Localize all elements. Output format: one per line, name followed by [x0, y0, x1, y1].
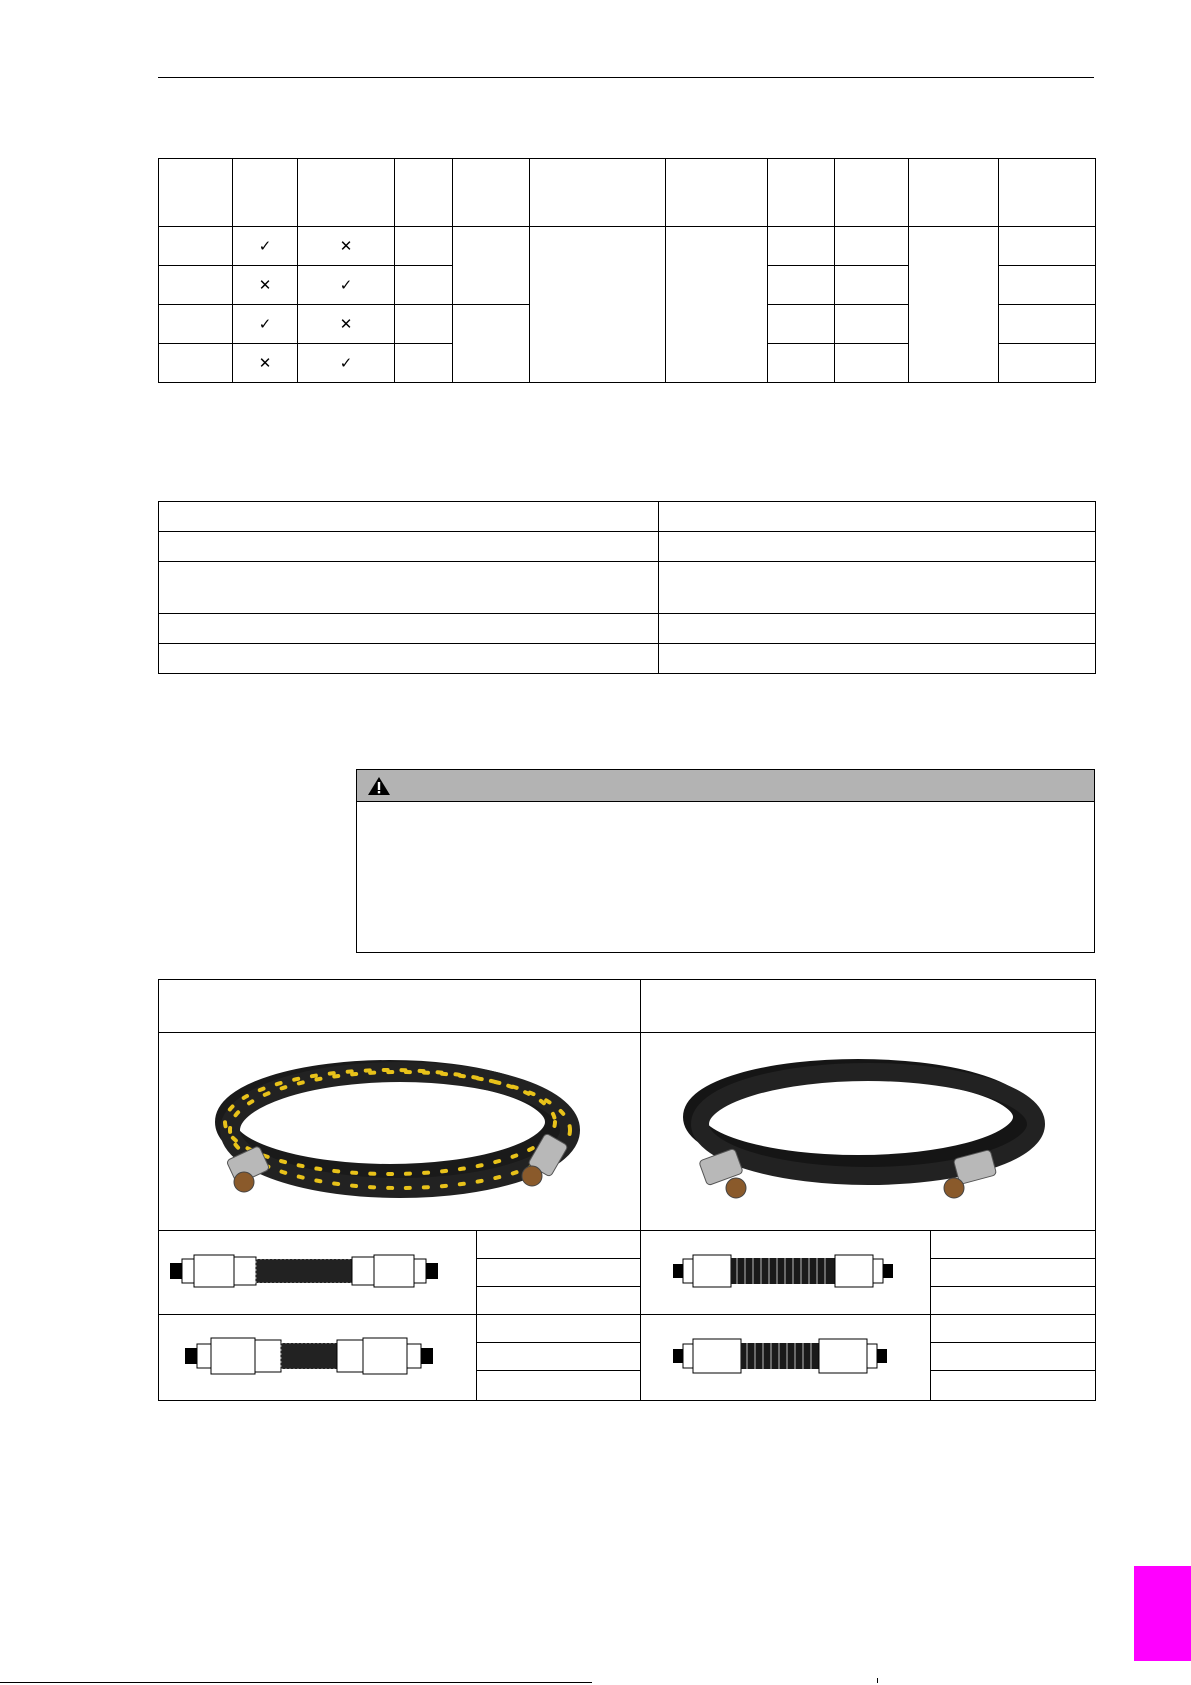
table-row [159, 1033, 1096, 1231]
header-cell [453, 159, 530, 227]
check-mark: ✓ [298, 344, 395, 383]
braided-hose-photo [200, 1042, 600, 1222]
header-cell [909, 159, 999, 227]
chapter-tab-marker [1134, 1566, 1191, 1661]
header-cell [298, 159, 395, 227]
header-cell [666, 159, 768, 227]
header-cell [395, 159, 453, 227]
warning-triangle-icon [367, 776, 391, 796]
table-row [159, 532, 1096, 562]
check-mark: ✓ [233, 227, 298, 266]
cross-mark: ✕ [233, 344, 298, 383]
header-cell [159, 159, 233, 227]
cross-mark: ✕ [233, 266, 298, 305]
cross-mark: ✕ [298, 227, 395, 266]
check-mark: ✓ [298, 266, 395, 305]
header-rule [158, 77, 1094, 78]
footer-tick [877, 1678, 878, 1683]
smooth-hose-drawing [671, 1249, 901, 1293]
footer-rule [0, 1682, 592, 1683]
warning-header [357, 770, 1094, 802]
header-cell [835, 159, 909, 227]
check-mark: ✓ [233, 305, 298, 344]
properties-table [158, 501, 1096, 674]
table-row [159, 1315, 1096, 1343]
hose-table [158, 979, 1096, 1401]
table-row [159, 614, 1096, 644]
header-cell [530, 159, 666, 227]
header-cell [999, 159, 1096, 227]
table-row [159, 1231, 1096, 1259]
cross-mark: ✕ [298, 305, 395, 344]
smooth-hose-photo [678, 1042, 1058, 1222]
table-row [159, 644, 1096, 674]
braided-hose-drawing-large [183, 1334, 453, 1378]
table-row [159, 502, 1096, 532]
smooth-hose-drawing-large [671, 1334, 901, 1378]
table-row [159, 562, 1096, 614]
warning-box [356, 769, 1095, 953]
header-cell [233, 159, 298, 227]
braided-hose-drawing [168, 1249, 468, 1293]
table-row [159, 980, 1096, 1033]
header-cell [768, 159, 835, 227]
table-row [159, 227, 1096, 266]
specification-table [158, 158, 1096, 383]
